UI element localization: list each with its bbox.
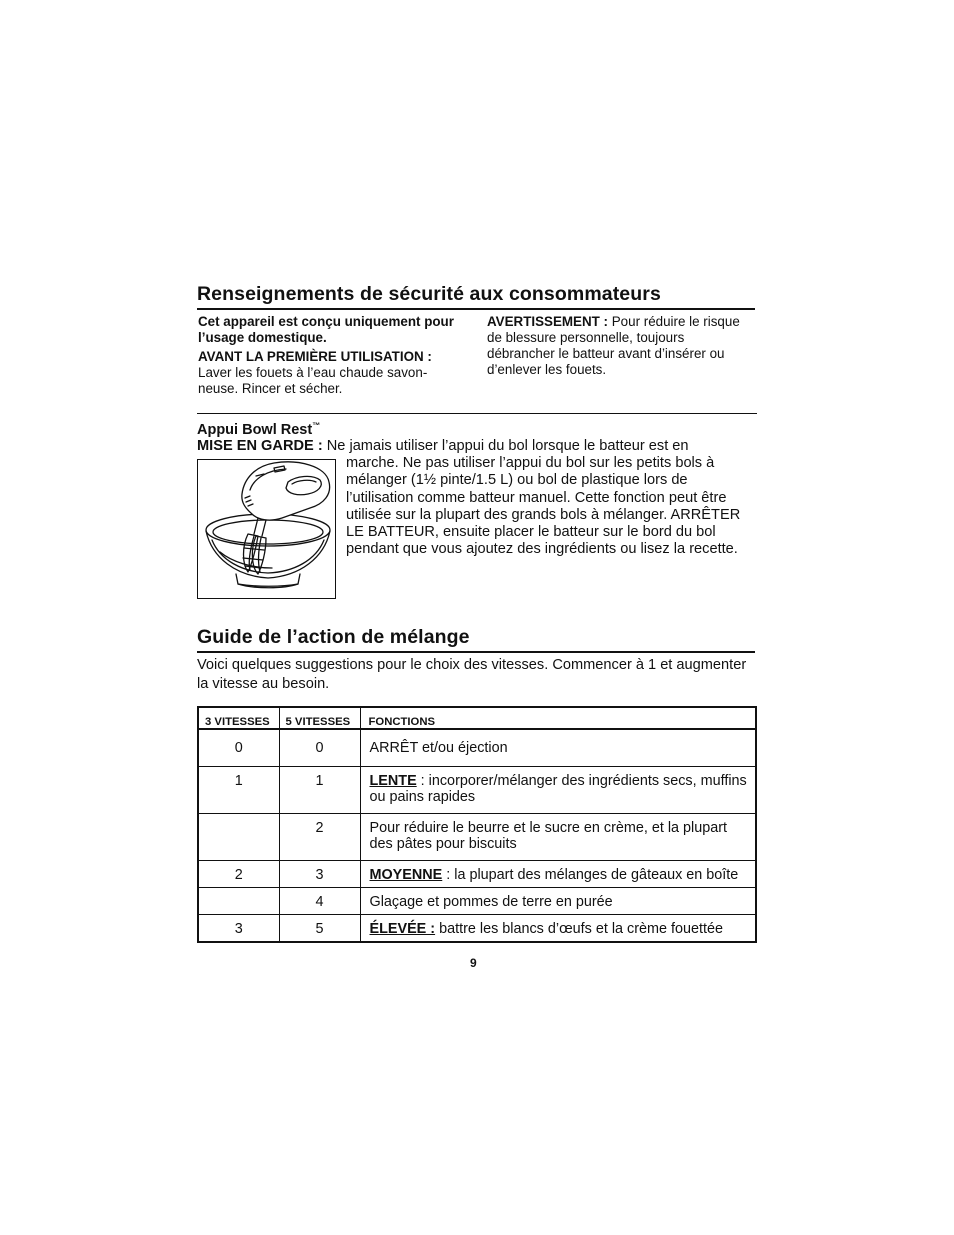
function-text: ÉLEVÉE : battre les blancs d’œufs et la crème fouettée bbox=[360, 915, 756, 943]
trademark-symbol: ™ bbox=[312, 421, 321, 430]
table-row bbox=[198, 729, 756, 767]
guide-intro: Voici quelques suggestions pour le choix des vitesses. Commencer à 1 et augmenter la vitesse au besoin. bbox=[197, 657, 747, 692]
page-number: 9 bbox=[470, 956, 477, 970]
warning-text-1: Pour réduire le risque bbox=[608, 314, 740, 329]
function-text: ARRÊT et/ou éjection bbox=[360, 729, 756, 767]
speed-3 bbox=[198, 814, 279, 861]
speed-table bbox=[197, 706, 757, 943]
safety-section-title: Renseignements de sécurité aux consommateurs bbox=[197, 283, 661, 305]
header-3-speeds: 3 VITESSES bbox=[198, 707, 279, 729]
safety-left-column bbox=[198, 314, 478, 397]
speed-3: 2 bbox=[198, 861, 279, 888]
guide-section-title: Guide de l’action de mélange bbox=[197, 626, 470, 648]
caution-label: MISE EN GARDE : bbox=[197, 438, 323, 454]
warning-text-3: débrancher le batteur avant d’insérer ou bbox=[487, 346, 725, 361]
speed-table-header bbox=[198, 707, 756, 729]
speed-5: 1 bbox=[279, 767, 360, 814]
speed-5: 5 bbox=[279, 915, 360, 943]
safety-right-column bbox=[487, 314, 757, 378]
safety-title-rule bbox=[197, 308, 755, 310]
mixer-on-bowl-illustration bbox=[197, 459, 336, 599]
speed-label-elevee: ÉLEVÉE : bbox=[369, 921, 436, 937]
guide-title-rule bbox=[197, 651, 755, 653]
function-text: LENTE : incorporer/mélanger des ingrédients secs, muffins ou pains rapides bbox=[360, 767, 756, 814]
domestic-use-note: Cet appareil est conçu uniquement pour l’usage domestique. bbox=[198, 314, 454, 345]
table-row bbox=[198, 814, 756, 861]
before-first-use-text-1: Laver les fouets à l’eau chaude savon- bbox=[198, 365, 428, 380]
function-text: Glaçage et pommes de terre en purée bbox=[360, 888, 756, 915]
table-row bbox=[198, 861, 756, 888]
speed-label-lente: LENTE bbox=[369, 773, 417, 789]
header-functions: FONCTIONS bbox=[360, 707, 756, 729]
before-first-use-text-2: neuse. Rincer et sécher. bbox=[198, 381, 343, 396]
speed-5: 3 bbox=[279, 861, 360, 888]
speed-5: 0 bbox=[279, 729, 360, 767]
bowl-rest-title: Appui Bowl Rest™ bbox=[197, 421, 321, 438]
header-5-speeds: 5 VITESSES bbox=[279, 707, 360, 729]
before-first-use-label: AVANT LA PREMIÈRE UTILISATION : bbox=[198, 349, 432, 364]
speed-label-moyenne: MOYENNE bbox=[369, 867, 443, 883]
speed-3: 3 bbox=[198, 915, 279, 943]
table-row bbox=[198, 767, 756, 814]
warning-text-4: d’enlever les fouets. bbox=[487, 362, 607, 377]
table-row bbox=[198, 915, 756, 943]
caution-text-first: Ne jamais utiliser l’appui du bol lorsque le batteur est en bbox=[322, 438, 689, 454]
bowl-rest-top-rule bbox=[197, 413, 757, 414]
table-row bbox=[198, 888, 756, 915]
speed-5: 2 bbox=[279, 814, 360, 861]
speed-5: 4 bbox=[279, 888, 360, 915]
caution-text-rest: marche. Ne pas utiliser l’appui du bol sur les petits bols à mélanger (1½ pinte/1.5 L) ou bol de plastique lors de l’utilisation comme batteur manuel. Cette fonction peut être utilisée sur la plupart des grands bols à mélanger. ARRÊTER LE BATTEUR, ensuite placer le batteur sur le bord du bol pendant que vous ajoutez des ingrédients ou lisez la recette. bbox=[346, 455, 741, 558]
speed-3: 1 bbox=[198, 767, 279, 814]
warning-label: AVERTISSEMENT : bbox=[487, 314, 609, 329]
function-text: MOYENNE : la plupart des mélanges de gâteaux en boîte bbox=[360, 861, 756, 888]
mixer-bowl-icon bbox=[198, 460, 335, 598]
warning-text-2: de blessure personnelle, toujours bbox=[487, 330, 685, 345]
function-text: Pour réduire le beurre et le sucre en crème, et la plupart des pâtes pour biscuits bbox=[360, 814, 756, 861]
speed-3 bbox=[198, 888, 279, 915]
speed-3: 0 bbox=[198, 729, 279, 767]
